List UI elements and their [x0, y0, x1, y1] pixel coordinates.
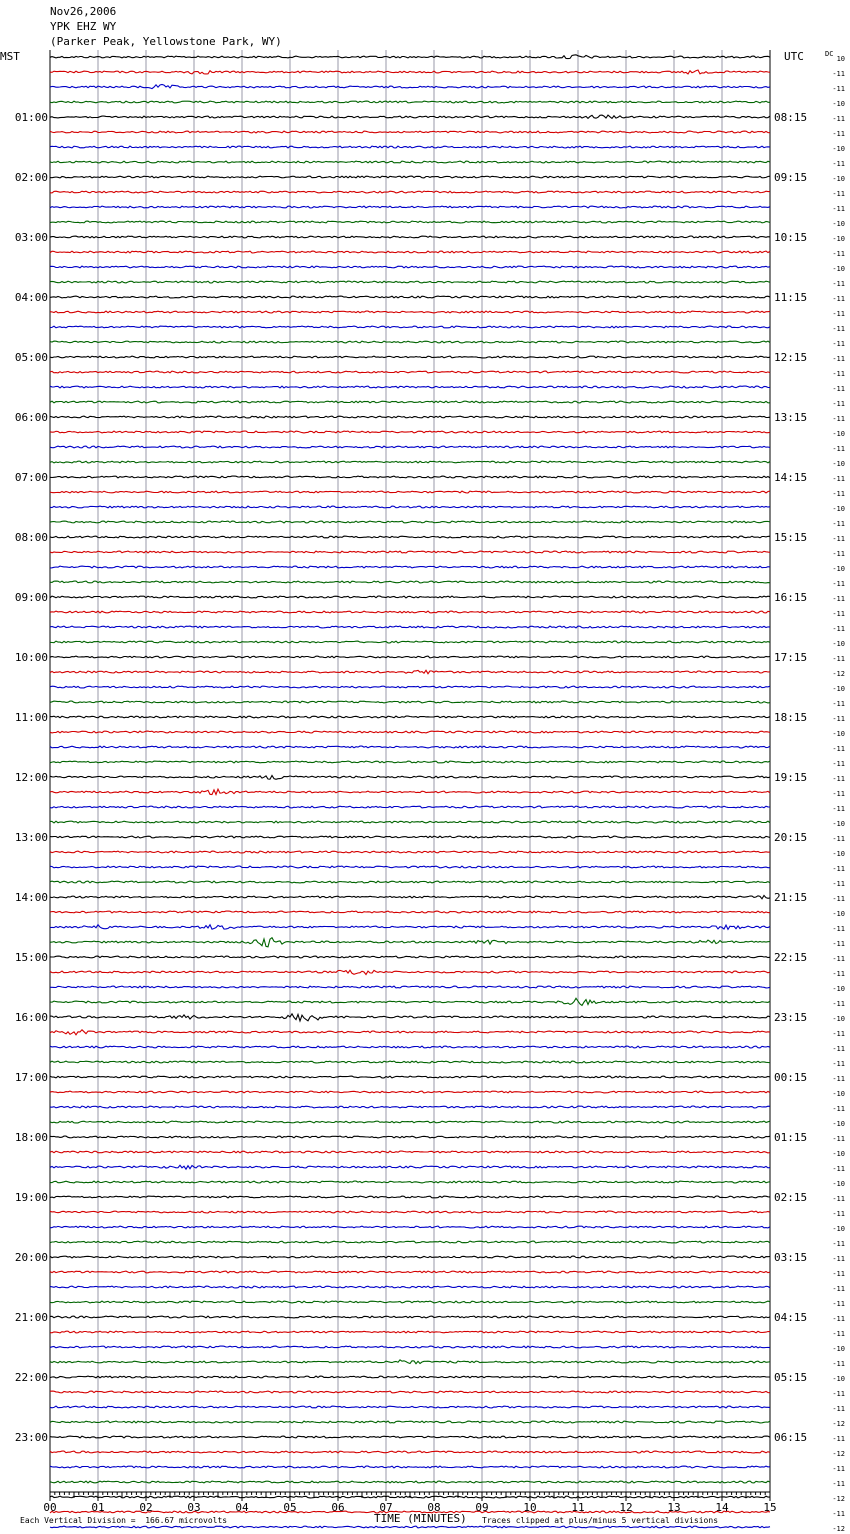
dc-offset-label: -11 [832, 85, 845, 93]
right-hour-label: 22:15 [774, 951, 808, 964]
seismic-trace [50, 1451, 770, 1453]
right-hour-label: 17:15 [774, 651, 808, 664]
dc-offset-label: -10 [832, 265, 845, 273]
seismic-trace [50, 521, 770, 523]
x-tick-label: 01 [91, 1501, 105, 1514]
dc-offset-label: -12 [832, 1495, 845, 1503]
dc-offset-label: -12 [832, 1450, 845, 1458]
dc-offset-label: -10 [832, 175, 845, 183]
seismic-trace [50, 1196, 770, 1198]
seismic-trace [50, 536, 770, 538]
seismic-trace [50, 1466, 770, 1468]
seismic-trace [50, 1136, 770, 1138]
dc-offset-label: -11 [832, 310, 845, 318]
seismic-trace [50, 566, 770, 568]
dc-offset-label: -11 [832, 355, 845, 363]
dc-offset-label: -11 [832, 940, 845, 948]
seismic-trace [50, 806, 770, 808]
seismic-trace [50, 1046, 770, 1048]
dc-offset-label: -11 [832, 490, 845, 498]
seismic-trace [50, 461, 770, 463]
x-tick-label: 08 [427, 1501, 441, 1514]
left-hour-label: 20:00 [14, 1251, 48, 1264]
x-tick-label: 11 [571, 1501, 585, 1514]
seismic-trace [50, 938, 770, 947]
left-hour-label: 23:00 [14, 1431, 48, 1444]
right-hour-label: 08:15 [774, 111, 808, 124]
seismic-trace [50, 1061, 770, 1063]
seismic-trace [50, 236, 770, 238]
dc-offset-label: -11 [832, 445, 845, 453]
dc-offset-label: -10 [832, 1345, 845, 1353]
seismic-trace [50, 206, 770, 208]
dc-offset-label: -11 [832, 250, 845, 258]
seismic-trace [50, 476, 770, 478]
left-hour-label: 19:00 [14, 1191, 48, 1204]
seismic-trace [50, 491, 770, 493]
dc-offset-label: -10 [832, 220, 845, 228]
right-hour-label: 09:15 [774, 171, 808, 184]
dc-offset-label: -10 [832, 820, 845, 828]
right-hour-label: 10:15 [774, 231, 808, 244]
seismic-trace [50, 221, 770, 223]
left-hour-label: 02:00 [14, 171, 48, 184]
dc-offset-label: -10 [832, 460, 845, 468]
left-hour-label: 16:00 [14, 1011, 48, 1024]
dc-offset-label: -11 [832, 130, 845, 138]
dc-offset-label: -10 [832, 505, 845, 513]
seismic-trace [50, 1316, 770, 1318]
dc-offset-label: -11 [832, 385, 845, 393]
x-tick-label: 04 [235, 1501, 249, 1514]
seismic-trace [50, 836, 770, 838]
dc-offset-label: -11 [832, 1315, 845, 1323]
seismic-trace [50, 761, 770, 763]
dc-offset-label: -11 [832, 1330, 845, 1338]
seismic-trace [50, 101, 770, 103]
dc-offset-label: -10 [832, 145, 845, 153]
seismic-trace [50, 686, 770, 688]
dc-offset-label: -11 [832, 370, 845, 378]
dc-offset-label: -10 [832, 685, 845, 693]
seismic-trace [50, 191, 770, 193]
seismic-trace [50, 1286, 770, 1288]
seismic-trace [50, 881, 770, 883]
seismic-trace [50, 789, 770, 794]
seismic-trace [50, 1030, 770, 1035]
seismic-trace [50, 1226, 770, 1228]
dc-offset-label: -11 [832, 400, 845, 408]
seismic-trace [50, 551, 770, 553]
seismic-trace [50, 401, 770, 403]
dc-offset-label: -11 [832, 580, 845, 588]
right-hour-label: 20:15 [774, 831, 808, 844]
seismic-trace [50, 670, 770, 673]
seismic-trace [50, 161, 770, 163]
seismic-trace [50, 1151, 770, 1153]
seismic-trace [50, 371, 770, 373]
dc-offset-label: -10 [832, 850, 845, 858]
seismic-trace [50, 55, 770, 59]
seismic-trace [50, 776, 770, 780]
x-tick-label: 06 [331, 1501, 345, 1514]
seismic-trace [50, 851, 770, 853]
seismic-trace [50, 1331, 770, 1333]
dc-offset-label: -11 [832, 70, 845, 78]
seismic-trace [50, 296, 770, 298]
left-timezone-label: MST [0, 50, 20, 63]
dc-offset-label: -11 [832, 715, 845, 723]
seismic-trace [50, 266, 770, 268]
seismic-trace [50, 581, 770, 583]
dc-offset-label: -11 [832, 595, 845, 603]
seismic-trace [50, 925, 770, 930]
seismic-trace [50, 431, 770, 433]
seismic-trace [50, 956, 770, 958]
dc-offset-label: -11 [832, 340, 845, 348]
dc-offset-label: -11 [832, 1240, 845, 1248]
dc-offset-label: -11 [832, 610, 845, 618]
x-tick-label: 15 [763, 1501, 777, 1514]
seismic-trace [50, 326, 770, 328]
left-hour-label: 11:00 [14, 711, 48, 724]
dc-offset-label: -11 [832, 625, 845, 633]
dc-offset-label: -11 [832, 925, 845, 933]
dc-offset-label: -10 [832, 985, 845, 993]
x-tick-label: 13 [667, 1501, 681, 1514]
dc-offset-label: -11 [832, 1360, 845, 1368]
dc-offset-label: -10 [832, 1180, 845, 1188]
seismic-trace [50, 1391, 770, 1393]
seismic-trace [50, 416, 770, 418]
dc-offset-label: -10 [832, 1015, 845, 1023]
dc-offset-label: -11 [832, 1435, 845, 1443]
dc-offset-label: -11 [832, 475, 845, 483]
seismic-trace [50, 746, 770, 748]
right-hour-label: 13:15 [774, 411, 808, 424]
right-hour-label: 03:15 [774, 1251, 808, 1264]
seismic-trace [50, 1301, 770, 1303]
dc-offset-label: -11 [832, 550, 845, 558]
seismic-trace [50, 1271, 770, 1273]
dc-offset-label: -10 [832, 1375, 845, 1383]
recording-date: Nov26,2006 [50, 5, 117, 18]
seismic-trace [50, 341, 770, 343]
seismic-trace [50, 1181, 770, 1183]
seismic-trace [50, 1211, 770, 1213]
dc-offset-label: -11 [832, 655, 845, 663]
seismic-trace [50, 656, 770, 658]
seismic-trace [50, 626, 770, 628]
seismic-trace [50, 1256, 770, 1258]
dc-offset-label: -11 [832, 1030, 845, 1038]
dc-offset-label: -11 [832, 280, 845, 288]
dc-offset-label: -11 [832, 700, 845, 708]
right-hour-label: 01:15 [774, 1131, 808, 1144]
seismic-trace [50, 85, 770, 89]
dc-offset-label: -10 [832, 1120, 845, 1128]
dc-offset-label: -11 [832, 1510, 845, 1518]
left-hour-label: 18:00 [14, 1131, 48, 1144]
right-hour-label: 02:15 [774, 1191, 808, 1204]
seismic-trace [50, 446, 770, 448]
dc-offset-label: -11 [832, 880, 845, 888]
left-hour-label: 12:00 [14, 771, 48, 784]
right-hour-label: 16:15 [774, 591, 808, 604]
dc-offset-label: -11 [832, 160, 845, 168]
dc-offset-label: -11 [832, 1135, 845, 1143]
dc-offset-label: -11 [832, 1390, 845, 1398]
dc-offset-label: -11 [832, 805, 845, 813]
seismic-trace [50, 821, 770, 823]
dc-offset-label: -11 [832, 760, 845, 768]
dc-offset-label: -11 [832, 1405, 845, 1413]
seismic-trace [50, 70, 770, 74]
seismic-trace [50, 1481, 770, 1483]
scale-note: Each Vertical Division = 166.67 microvolts [20, 1516, 228, 1525]
x-tick-label: 09 [475, 1501, 489, 1514]
seismic-trace [50, 131, 770, 133]
right-hour-label: 11:15 [774, 291, 808, 304]
dc-offset-label: -11 [832, 1270, 845, 1278]
right-hour-label: 12:15 [774, 351, 808, 364]
right-hour-label: 18:15 [774, 711, 808, 724]
clip-note: Traces clipped at plus/minus 5 vertical divisions [482, 1516, 719, 1525]
dc-offset-label: -11 [832, 115, 845, 123]
dc-offset-label: -11 [832, 970, 845, 978]
station-location: (Parker Peak, Yellowstone Park, WY) [50, 35, 282, 48]
x-tick-label: 00 [43, 1501, 57, 1514]
left-hour-label: 07:00 [14, 471, 48, 484]
dc-offset-label: -10 [832, 1090, 845, 1098]
dc-offset-label: -11 [832, 955, 845, 963]
seismic-trace [50, 986, 770, 988]
dc-offset-label: -10 [832, 235, 845, 243]
seismic-trace [50, 911, 770, 913]
seismic-trace [50, 998, 770, 1005]
seismic-trace [50, 1436, 770, 1438]
x-tick-label: 10 [523, 1501, 537, 1514]
seismic-trace [50, 1106, 770, 1108]
x-axis-label: TIME (MINUTES) [374, 1512, 467, 1525]
dc-offset-label: -10 [832, 1150, 845, 1158]
dc-offset-label: -10 [832, 910, 845, 918]
left-hour-label: 04:00 [14, 291, 48, 304]
dc-offset-label: -10 [832, 640, 845, 648]
seismic-trace [50, 146, 770, 148]
dc-offset-label: -11 [832, 790, 845, 798]
right-hour-label: 05:15 [774, 1371, 808, 1384]
seismic-trace [50, 1360, 770, 1364]
left-hour-label: 10:00 [14, 651, 48, 664]
right-hour-label: 23:15 [774, 1011, 808, 1024]
seismic-trace [50, 866, 770, 868]
dc-offset-label: -11 [832, 745, 845, 753]
dc-offset-label: -11 [832, 535, 845, 543]
left-hour-label: 22:00 [14, 1371, 48, 1384]
dc-offset-label: -11 [832, 205, 845, 213]
seismic-trace [50, 1091, 770, 1093]
dc-offset-label: -11 [832, 415, 845, 423]
seismic-trace [50, 1421, 770, 1423]
seismic-trace [50, 506, 770, 508]
seismic-trace [50, 1014, 770, 1021]
dc-offset-label: -11 [832, 1480, 845, 1488]
seismic-trace [50, 356, 770, 358]
dc-offset-label: -10 [832, 430, 845, 438]
x-tick-label: 07 [379, 1501, 393, 1514]
dc-offset-label: -11 [832, 865, 845, 873]
dc-offset-label: -10 [832, 730, 845, 738]
seismic-trace [50, 1121, 770, 1123]
x-tick-label: 12 [619, 1501, 633, 1514]
dc-offset-label: -10 [832, 100, 845, 108]
seismic-trace [50, 1526, 770, 1528]
dc-offset-label: -11 [832, 775, 845, 783]
dc-offset-label: -11 [832, 520, 845, 528]
dc-offset-label: -11 [832, 1465, 845, 1473]
dc-offset-label: -11 [832, 295, 845, 303]
right-timezone-label: UTC [784, 50, 804, 63]
dc-offset-label: -11 [832, 835, 845, 843]
seismic-trace [50, 611, 770, 613]
seismic-trace [50, 716, 770, 718]
seismic-trace [50, 115, 770, 118]
dc-header-label: DC [825, 50, 834, 58]
left-hour-label: 03:00 [14, 231, 48, 244]
dc-offset-label: 10 [836, 55, 845, 63]
right-hour-label: 21:15 [774, 891, 808, 904]
left-hour-label: 13:00 [14, 831, 48, 844]
left-hour-label: 14:00 [14, 891, 48, 904]
dc-offset-label: -11 [832, 1255, 845, 1263]
seismic-trace [50, 1076, 770, 1078]
dc-offset-label: -11 [832, 895, 845, 903]
dc-offset-label: -11 [832, 1285, 845, 1293]
left-hour-label: 09:00 [14, 591, 48, 604]
seismic-trace [50, 176, 770, 178]
seismic-trace [50, 1406, 770, 1408]
dc-offset-label: -11 [832, 1300, 845, 1308]
dc-offset-label: -11 [832, 1075, 845, 1083]
right-hour-label: 06:15 [774, 1431, 808, 1444]
seismic-trace [50, 970, 770, 974]
dc-offset-label: -11 [832, 1000, 845, 1008]
dc-offset-label: -11 [832, 1195, 845, 1203]
x-tick-label: 03 [187, 1501, 201, 1514]
dc-offset-label: -11 [832, 190, 845, 198]
left-hour-label: 17:00 [14, 1071, 48, 1084]
right-hour-label: 14:15 [774, 471, 808, 484]
dc-offset-label: -11 [832, 1165, 845, 1173]
seismic-trace [50, 895, 770, 898]
dc-offset-label: -12 [832, 1525, 845, 1533]
left-hour-label: 01:00 [14, 111, 48, 124]
seismic-trace [50, 1376, 770, 1378]
right-hour-label: 19:15 [774, 771, 808, 784]
left-hour-label: 08:00 [14, 531, 48, 544]
dc-offset-label: -10 [832, 1225, 845, 1233]
left-hour-label: 05:00 [14, 351, 48, 364]
dc-offset-label: -11 [832, 1060, 845, 1068]
x-tick-label: 05 [283, 1501, 297, 1514]
seismic-trace [50, 731, 770, 733]
left-hour-label: 06:00 [14, 411, 48, 424]
seismic-trace [50, 311, 770, 313]
seismic-trace [50, 281, 770, 283]
dc-offset-label: -11 [832, 1210, 845, 1218]
seismic-trace [50, 1346, 770, 1348]
dc-offset-label: -12 [832, 1420, 845, 1428]
seismic-trace [50, 596, 770, 598]
seismic-trace [50, 1165, 770, 1169]
left-hour-label: 15:00 [14, 951, 48, 964]
seismic-trace [50, 701, 770, 703]
right-hour-label: 04:15 [774, 1311, 808, 1324]
left-hour-label: 21:00 [14, 1311, 48, 1324]
dc-offset-label: -10 [832, 565, 845, 573]
dc-offset-label: -12 [832, 670, 845, 678]
dc-offset-label: -11 [832, 325, 845, 333]
dc-offset-label: -11 [832, 1105, 845, 1113]
dc-offset-label: -11 [832, 1045, 845, 1053]
right-hour-label: 15:15 [774, 531, 808, 544]
seismic-trace [50, 386, 770, 388]
seismic-trace [50, 641, 770, 643]
x-tick-label: 02 [139, 1501, 153, 1514]
seismic-trace [50, 251, 770, 253]
seismic-trace [50, 1241, 770, 1243]
right-hour-label: 00:15 [774, 1071, 808, 1084]
x-tick-label: 14 [715, 1501, 729, 1514]
station-code: YPK EHZ WY [50, 20, 117, 33]
